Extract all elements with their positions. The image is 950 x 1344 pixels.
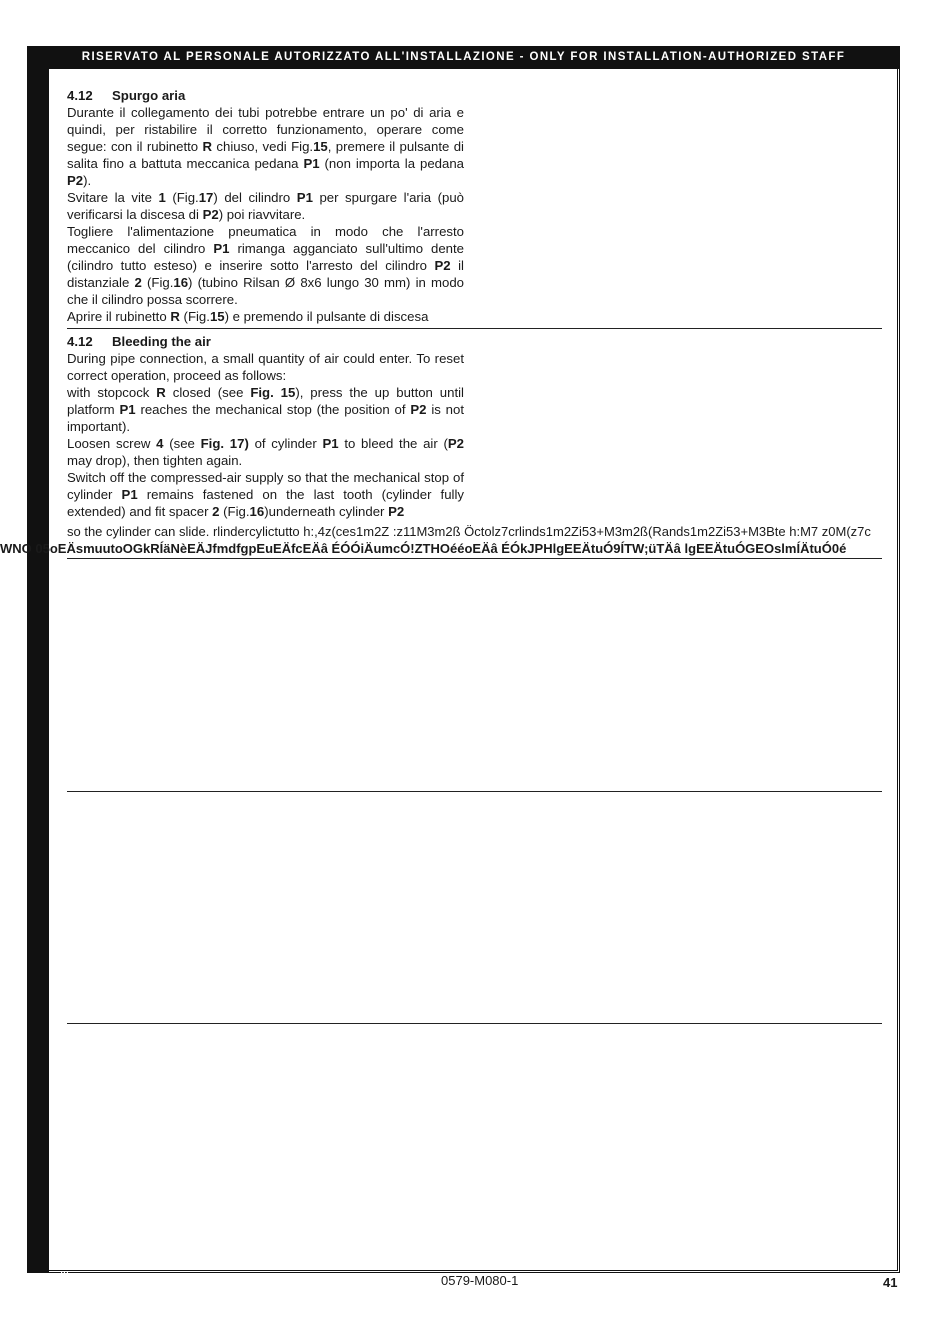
text: ) (tubino Rilsan Ø 8x6 lungo 30 mm) in modo che il cilindro possa scorrere. [67,275,464,307]
bold-ref: Fig. 15 [250,385,296,400]
bold-ref: P1 [119,402,136,417]
text: )underneath cylinder [264,504,389,519]
text: ) poi riavvitare. [218,207,306,222]
paragraph [67,435,464,469]
bold-ref: 16 [249,504,265,519]
paragraph [67,104,464,189]
section-number: 4.12 [67,334,93,349]
text: remains fastened on the last tooth (cylinder fully extended) and fit spacer [67,487,464,519]
bold-ref: P2 [410,402,427,417]
text: of cylinder [248,436,323,451]
bold-ref: 17 [198,190,214,205]
section-divider [67,1023,882,1024]
bold-ref: 2 [212,504,220,519]
section-heading [67,87,464,104]
bold-ref: R [202,139,213,154]
text: Switch off the compressed-air supply so that the mechanical stop of cylinder [67,470,464,502]
document-code: 0579-M080-1 [441,1273,519,1288]
section-title: Bleeding the air [112,334,211,349]
bold-ref: 15 [313,139,328,154]
bold-ref: 4 [156,436,164,451]
text: (non importa la pedana [319,156,465,171]
text: Loosen screw [67,436,157,451]
bold-ref: P1 [121,487,138,502]
bold-ref: 16 [173,275,189,290]
text: (Fig. [179,309,210,324]
garbled-text-line: so the cylinder can slide. rlindercylictutto h:,4z(ces1m2Z :z11M3m2ß Öctolz7crlinds1m2Zi53+M3m2ß(Rands1m2Zi53+M3Bte h:M7 z0M(z7c [67,524,871,539]
bold-ref: P2 [388,504,405,519]
paragraph [67,308,464,325]
page-number: 41 [883,1275,898,1290]
text: (see [163,436,201,451]
paragraph [67,469,464,520]
text: with stopcock [67,385,157,400]
text: ). [83,173,92,188]
text: ) e premendo il pulsante di discesa [224,309,429,324]
header-banner: RISERVATO AL PERSONALE AUTORIZZATO ALL'INSTALLAZIONE - ONLY FOR INSTALLATION-AUTHORIZED STAFF [27,46,900,69]
bold-ref: P1 [322,436,339,451]
bold-ref: P1 [296,190,313,205]
paragraph [67,223,464,308]
text: reaches the mechanical stop (the position of [135,402,411,417]
text: , premere il pulsante di salita fino a battuta meccanica pedana [67,139,464,171]
text: may drop), then tighten again. [67,453,243,468]
section-number: 4.12 [67,88,93,103]
bold-ref: P2 [447,436,465,451]
bold-ref: P2 [67,173,84,188]
paragraph [67,189,464,223]
text: il distanziale [67,258,464,290]
bold-ref: P1 [303,156,320,171]
paragraph [67,384,464,435]
text: ), press the up button until platform [67,385,464,417]
text: to bleed the air ( [338,436,448,451]
text: is not important). [67,402,465,434]
bold-ref: P2 [434,258,451,273]
text: closed (see [165,385,251,400]
side-band [27,46,71,1308]
text: per spurgare l'aria (può verificarsi la discesa di [67,190,465,222]
text: ) del cilindro [213,190,297,205]
text: (Fig. [165,190,199,205]
bold-ref: 15 [209,309,225,324]
bold-ref: R [156,385,166,400]
bold-ref: R [170,309,180,324]
side-notice: IST DEM ZUR INSTALLATION AUTORISIERTEN PERSONAL VORBEHALTEN - SEULEMENT POUR LE PERSONNEL AUTORISE A L'INSTALLATION - RESERVADO AL PERSONAL ENCARGADO DE LA INSTALACION [59,70,71,1308]
text: (Fig. [141,275,174,290]
bold-ref: Fig. 17) [200,436,249,451]
text: (Fig. [219,504,250,519]
section-heading [67,333,464,350]
text: Aprire il rubinetto [67,309,171,324]
section-english [67,333,464,520]
text: Durante il collegamento dei tubi potrebbe entrare un po' di aria e quindi, per ristabilire il corretto funzionamento, operare come segue: con il rubinetto [67,105,464,154]
bold-ref: 1 [158,190,166,205]
section-divider [67,558,882,559]
section-divider [67,328,882,329]
text: Togliere l'alimentazione pneumatica in modo che l'arresto meccanico del cilindro [67,224,464,256]
text: rimanga agganciato sull'ultimo dente (cilindro tutto esteso) e inserire sotto l'arresto del cilindro [67,241,465,273]
section-italian [67,87,464,325]
text: Svitare la vite [67,190,159,205]
bold-ref: P1 [213,241,230,256]
garbled-text-line: WNO 05oEÄsmuutoOGkRÍäNèEÄJfmdfgpEuEÄfcEÄâ ÉÓÓiÄumcÓ!ZTHOééoEÄâ ÉÓkJPHlgEEÄtuÓ9ÍTW;üTÄâ lgEEÄtuÓGEOslmÍÄtuÓ0é [0,541,847,556]
paragraph: During pipe connection, a small quantity of air could enter. To reset correct operation, proceed as follows: [67,351,464,383]
section-divider [67,791,882,792]
text: chiuso, vedi Fig. [212,139,314,154]
bold-ref: P2 [202,207,219,222]
bold-ref: 2 [134,275,142,290]
section-title: Spurgo aria [112,88,186,103]
